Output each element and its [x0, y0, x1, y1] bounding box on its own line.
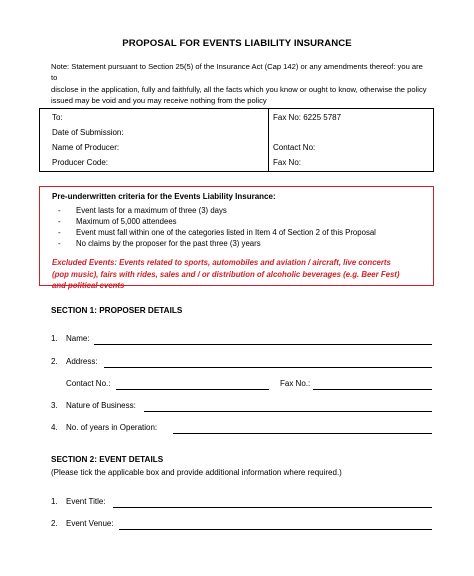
excluded-events: [52, 257, 432, 292]
name-field[interactable]: [94, 344, 432, 345]
name-number: 1.: [51, 334, 58, 343]
years-in-operation-label: No. of years in Operation:: [66, 423, 158, 432]
business-number: 3.: [51, 401, 58, 410]
years-number: 4.: [51, 423, 58, 432]
page-title: PROPOSAL FOR EVENTS LIABILITY INSURANCE: [122, 38, 352, 49]
fax-no-label: Fax No.:: [280, 379, 311, 388]
dash-bullet: -: [58, 217, 61, 226]
event-venue-label: Event Venue:: [66, 519, 114, 528]
contact-no-label: Contact No.:: [66, 379, 111, 388]
nature-of-business-field[interactable]: [144, 411, 432, 412]
event-title-number: 1.: [51, 497, 58, 506]
statutory-note: [51, 61, 431, 107]
criteria-text: Maximum of 5,000 attendees: [76, 217, 177, 226]
address-field[interactable]: [104, 367, 432, 368]
fax-number-label: Fax No: 6225 5787: [273, 113, 342, 122]
list-item: [58, 216, 376, 227]
note-line: issued may be void and you may receive nothing from the policy: [51, 96, 267, 106]
excluded-line: (pop music), fairs with rides, sales and / or distribution of alcoholic beverages (e.g. Beer Fest): [52, 269, 400, 279]
list-item: [58, 238, 376, 249]
event-venue-number: 2.: [51, 519, 58, 528]
criteria-text: Event must fall within one of the categories listed in Item 4 of Section 2 of this Proposal: [76, 228, 376, 237]
fax-no-field[interactable]: [313, 389, 432, 390]
producer-code-label: Producer Code:: [52, 158, 109, 167]
date-of-submission-label: Date of Submission:: [52, 128, 124, 137]
event-title-label: Event Title:: [66, 497, 106, 506]
years-in-operation-field[interactable]: [173, 433, 432, 434]
event-title-field[interactable]: [113, 507, 432, 508]
criteria-text: Event lasts for a maximum of three (3) days: [76, 206, 227, 215]
criteria-box: [39, 186, 434, 291]
to-label: To:: [52, 113, 63, 122]
producer-info-box: [39, 108, 434, 172]
contact-no-label: Contact No:: [273, 143, 316, 152]
criteria-text: No claims by the proposer for the past three (3) years: [76, 239, 261, 248]
dash-bullet: -: [58, 206, 61, 215]
criteria-heading: Pre-underwritten criteria for the Events Liability Insurance:: [52, 192, 276, 201]
criteria-list: [58, 205, 376, 249]
note-line: disclose in the application, fully and faithfully, all the facts which you know or ought to know, otherwise the policy: [51, 84, 427, 94]
event-venue-field[interactable]: [119, 529, 432, 530]
nature-of-business-label: Nature of Business:: [66, 401, 136, 410]
section1-title: SECTION 1: PROPOSER DETAILS: [51, 306, 183, 315]
list-item: [58, 205, 376, 216]
contact-no-field[interactable]: [116, 389, 269, 390]
box-divider: [268, 109, 269, 171]
excluded-line: Excluded Events: Events related to sports, automobiles and aviation / aircraft, live concerts: [52, 258, 391, 267]
section2-title: SECTION 2: EVENT DETAILS: [51, 455, 164, 464]
name-label: Name:: [66, 334, 90, 343]
section2-instructions: (Please tick the applicable box and provide additional information where required.): [51, 468, 342, 477]
address-label: Address:: [66, 357, 98, 366]
name-of-producer-label: Name of Producer:: [52, 143, 120, 152]
excluded-line: and political events: [52, 281, 125, 291]
note-line: Note: Statement pursuant to Section 25(5) of the Insurance Act (Cap 142) or any amendments thereof: you are to: [51, 62, 423, 83]
producer-fax-label: Fax No:: [273, 158, 302, 167]
dash-bullet: -: [58, 239, 61, 248]
dash-bullet: -: [58, 228, 61, 237]
list-item: [58, 227, 376, 238]
address-number: 2.: [51, 357, 58, 366]
